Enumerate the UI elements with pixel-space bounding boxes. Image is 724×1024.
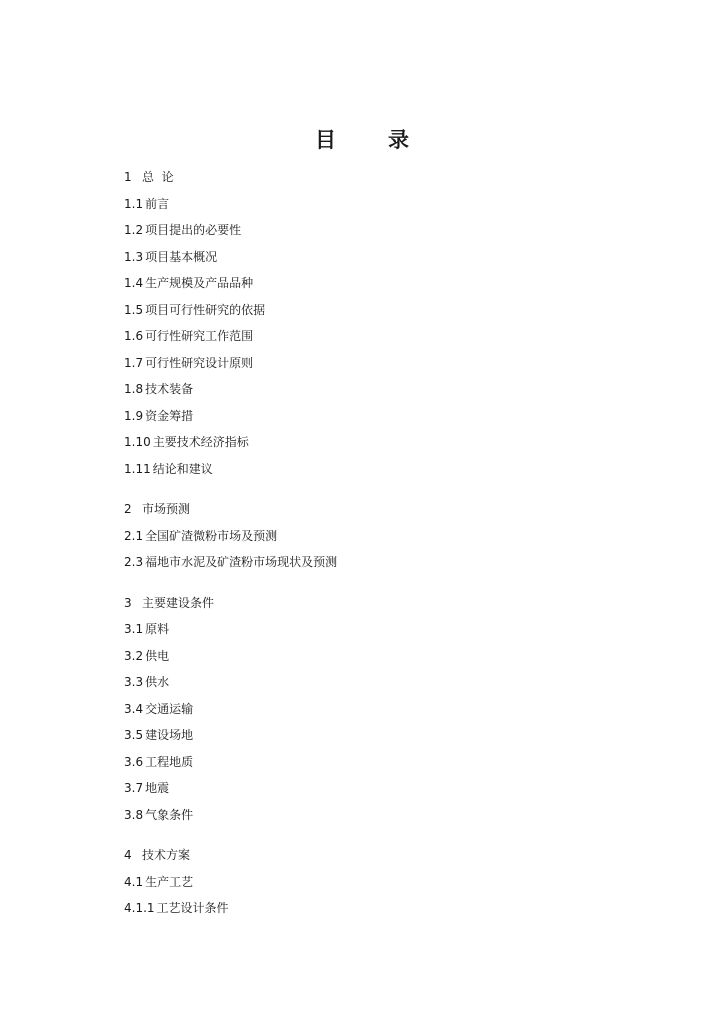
toc-entry-text: 气象条件	[145, 807, 194, 822]
toc-entry-number: 1.3	[124, 249, 144, 264]
toc-entry-number: 3.2	[124, 648, 144, 663]
toc-entry[interactable]	[124, 594, 684, 621]
toc-entry[interactable]	[124, 274, 684, 301]
toc-entry-text: 生产规模及产品品种	[145, 276, 254, 290]
toc-entry-number: 3.5	[124, 728, 144, 742]
toc-entry-number: 3.7	[124, 781, 144, 795]
toc-entry[interactable]	[124, 620, 684, 647]
toc-entry-number: 1.7	[124, 355, 144, 370]
toc-entry-text: 市场预测	[142, 502, 191, 516]
toc-entry-number: 1.1	[124, 196, 144, 211]
toc-entry[interactable]	[124, 873, 684, 900]
toc-entry-number: 4	[124, 848, 132, 862]
toc-entry-text: 全国矿渣微粉市场及预测	[145, 528, 278, 543]
toc-entry-text: 技术装备	[145, 382, 194, 396]
toc-entry[interactable]	[124, 899, 684, 926]
toc-entry-number: 1.9	[124, 408, 144, 423]
toc-entry[interactable]	[124, 779, 684, 806]
toc-entry-number: 1.5	[124, 302, 144, 317]
toc-entry-text: 供电	[145, 648, 170, 663]
toc-entry-text: 资金筹措	[145, 408, 194, 423]
toc-entry-number: 1	[124, 170, 132, 184]
page-title	[0, 124, 724, 154]
toc-entry-text: 交通运输	[145, 701, 194, 716]
toc-entry-number: 3.6	[124, 754, 144, 769]
toc-entry[interactable]	[124, 195, 684, 222]
toc-entry-number: 3.4	[124, 701, 144, 716]
toc-entry-text: 前言	[145, 196, 170, 211]
toc-entry-text: 项目可行性研究的依据	[145, 302, 266, 317]
toc-entry[interactable]	[124, 433, 684, 460]
toc-entry-number: 4.1.1	[124, 901, 155, 915]
section-gap	[124, 580, 684, 594]
toc-entry-text: 总 论	[142, 170, 174, 184]
toc-entry[interactable]	[124, 647, 684, 674]
toc-entry[interactable]	[124, 500, 684, 527]
toc-entry-text: 主要建设条件	[142, 595, 215, 610]
toc-entry-number: 2.1	[124, 528, 144, 543]
toc-entry-number: 3.1	[124, 622, 144, 636]
toc-entry-text: 项目基本概况	[145, 249, 218, 264]
toc-entry[interactable]	[124, 327, 684, 354]
toc-entry-number: 1.4	[124, 276, 144, 290]
toc-entry[interactable]	[124, 221, 684, 248]
toc-entry[interactable]	[124, 460, 684, 487]
toc-entry-text: 福地市水泥及矿渣粉市场现状及预测	[145, 555, 338, 569]
toc-entry-number: 1.6	[124, 329, 144, 343]
title-char-2: 录	[388, 128, 409, 152]
toc-entry[interactable]	[124, 168, 684, 195]
toc-entry-number: 3.3	[124, 675, 144, 689]
toc-entry[interactable]	[124, 407, 684, 434]
toc-entry-number: 4.1	[124, 874, 144, 889]
toc-entry-text: 项目提出的必要性	[145, 223, 242, 237]
toc-entry-text: 可行性研究工作范围	[145, 329, 254, 343]
toc-entry[interactable]	[124, 354, 684, 381]
toc-entry-text: 供水	[145, 675, 170, 689]
table-of-contents	[124, 168, 684, 926]
toc-entry[interactable]	[124, 527, 684, 554]
toc-entry[interactable]	[124, 700, 684, 727]
toc-entry-number: 2.3	[124, 555, 144, 569]
toc-entry[interactable]	[124, 553, 684, 580]
toc-entry-number: 1.11	[124, 461, 151, 476]
toc-entry-text: 主要技术经济指标	[152, 435, 249, 449]
toc-entry-number: 2	[124, 502, 132, 516]
toc-entry-number: 1.2	[124, 223, 144, 237]
toc-entry-text: 建设场地	[145, 728, 194, 742]
toc-entry-text: 工艺设计条件	[156, 901, 229, 915]
toc-entry[interactable]	[124, 753, 684, 780]
toc-entry-text: 技术方案	[142, 848, 191, 862]
toc-entry-text: 工程地质	[145, 754, 194, 769]
title-char-1: 目	[315, 128, 336, 152]
section-gap	[124, 486, 684, 500]
toc-entry[interactable]	[124, 726, 684, 753]
toc-entry-number: 3	[124, 595, 132, 610]
toc-entry[interactable]	[124, 806, 684, 833]
toc-entry[interactable]	[124, 248, 684, 275]
toc-entry-number: 1.8	[124, 382, 144, 396]
toc-entry-number: 3.8	[124, 807, 144, 822]
toc-entry[interactable]	[124, 673, 684, 700]
toc-entry-number: 1.10	[124, 435, 151, 449]
toc-entry-text: 可行性研究设计原则	[145, 355, 254, 370]
toc-entry-text: 原料	[145, 622, 170, 636]
toc-entry[interactable]	[124, 380, 684, 407]
toc-entry-text: 生产工艺	[145, 874, 194, 889]
section-gap	[124, 832, 684, 846]
toc-entry[interactable]	[124, 301, 684, 328]
toc-entry[interactable]	[124, 846, 684, 873]
toc-entry-text: 结论和建议	[152, 461, 213, 476]
toc-entry-text: 地震	[145, 781, 170, 795]
